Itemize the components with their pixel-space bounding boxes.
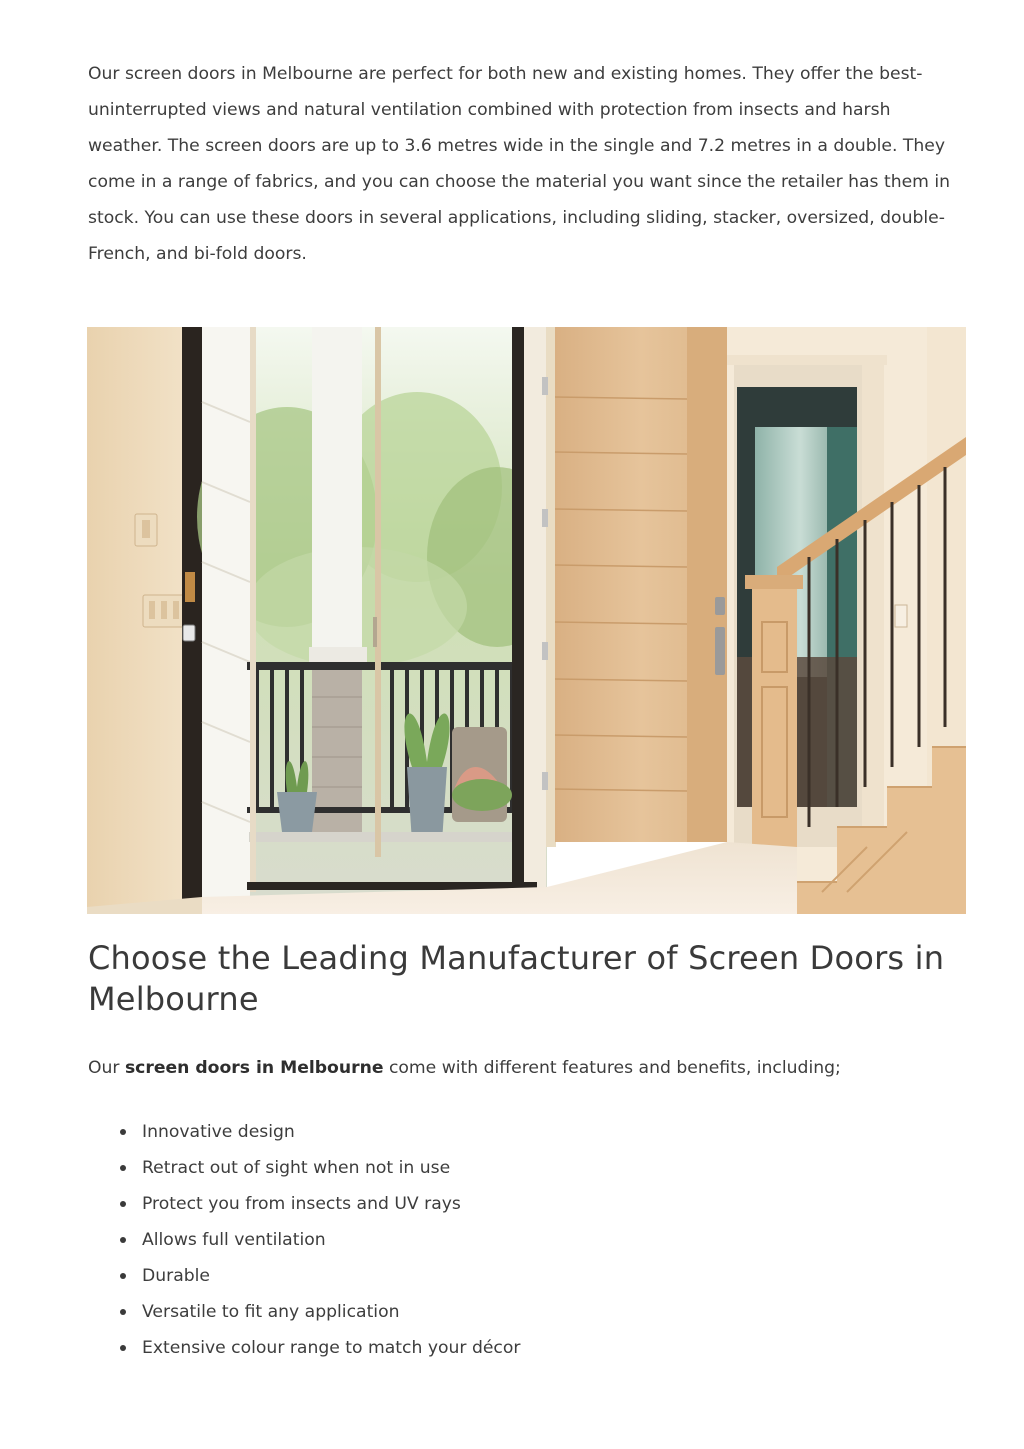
list-item <box>88 1222 968 1258</box>
section-lead <box>88 1050 968 1086</box>
feature-text: Durable <box>142 1266 210 1286</box>
feature-text: Allows full ventilation <box>142 1230 326 1250</box>
bullet-icon <box>120 1237 126 1243</box>
section-heading: Choose the Leading Manufacturer of Screen Doors in Melbourne <box>88 939 945 1018</box>
list-item <box>88 1186 968 1222</box>
intro-section <box>88 56 968 272</box>
feature-text: Versatile to fit any application <box>142 1302 400 1322</box>
list-item <box>88 1114 968 1150</box>
bullet-icon <box>120 1309 126 1315</box>
list-item <box>88 1258 968 1294</box>
feature-text: Extensive colour range to match your décor <box>142 1338 521 1358</box>
intro-paragraph: Our screen doors in Melbourne are perfect for both new and existing homes. They offer the best-uninterrupted views and natural ventilation combined with protection from insects and harsh weather. The screen doors are up to 3.6 metres wide in the single and 7.2 metres in a double. They come in a range of fabrics, and you can choose the material you want since the retailer has them in stock. You can use these doors in several applications, including sliding, stacker, oversized, double-French, and bi-fold doors. <box>88 64 951 264</box>
list-item <box>88 1150 968 1186</box>
feature-text: Protect you from insects and UV rays <box>142 1194 461 1214</box>
door-jamb <box>182 327 202 914</box>
list-item <box>88 1330 968 1366</box>
lead-keyword: screen doors in Melbourne <box>124 1058 384 1078</box>
bullet-icon <box>120 1129 126 1135</box>
bullet-icon <box>120 1273 126 1279</box>
bullet-icon <box>120 1345 126 1351</box>
bullet-icon <box>120 1201 126 1207</box>
features-list <box>88 1114 968 1366</box>
lead-prefix: Our <box>88 1058 125 1078</box>
feature-text: Retract out of sight when not in use <box>142 1158 451 1178</box>
bullet-icon <box>120 1165 126 1171</box>
lead-suffix: come with different features and benefits, including; <box>383 1058 841 1078</box>
list-item <box>88 1294 968 1330</box>
newel-post <box>752 582 797 882</box>
entryway-photo <box>87 327 966 914</box>
feature-text: Innovative design <box>142 1122 295 1142</box>
